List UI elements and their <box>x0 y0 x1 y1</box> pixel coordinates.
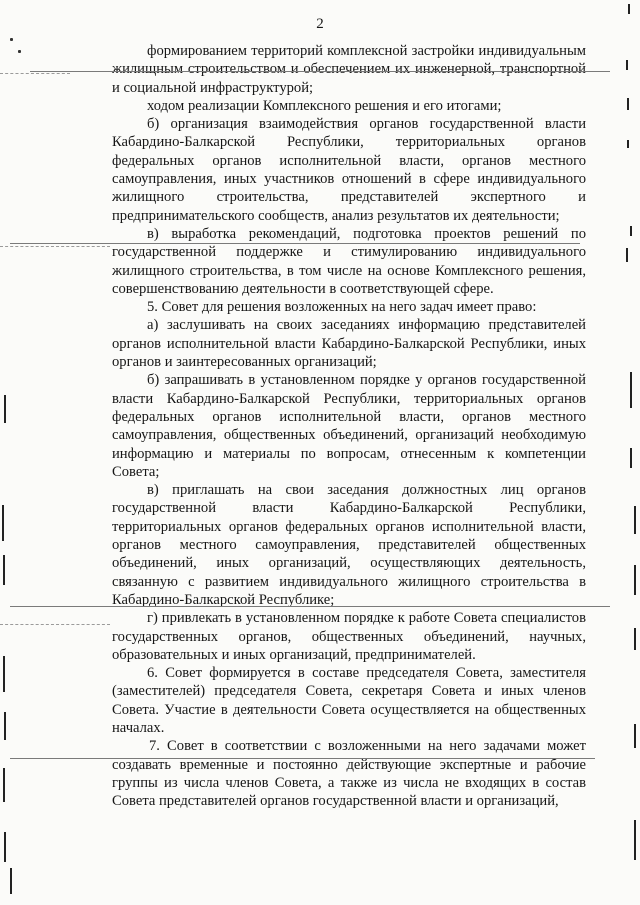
margin-mark <box>10 868 12 894</box>
paragraph-right-a: а) заслушивать на своих заседаниях информацию представителей органов исполнительной власти Кабардино-Балкарской Республики, иных органов и заинтересованных организаций; <box>112 317 586 371</box>
scan-dashed-line <box>0 246 110 247</box>
paragraph-right-b: б) запрашивать в установленном порядке у органов государственной власти Кабардино-Балкарской Республики, территориальных органов федеральных органов исполнительной власти, органов местного самоуправления, общественных объединений, организаций необходимую информацию и материалы по вопросам, отнесенным к компетенции Совета; <box>112 372 586 480</box>
margin-mark <box>627 140 629 148</box>
margin-mark <box>3 768 5 802</box>
paragraph-section-7: 7. Совет в соответствии с возложенными на него задачами может создавать временные и постоянно действующие экспертные и рабочие группы из числа членов Совета, а также из числа не входящих в состав Совета представителей органов государственной власти и организаций, <box>112 738 586 810</box>
margin-mark <box>634 628 636 650</box>
scan-line <box>10 758 595 759</box>
margin-mark <box>2 505 4 541</box>
margin-mark <box>4 832 6 862</box>
margin-mark <box>634 820 636 860</box>
paragraph-right-g: г) привлекать в установленном порядке к работе Совета специалистов государственных органов, общественных объединений, научных, образовательных и иных организаций, предпринимателей. <box>112 610 586 663</box>
margin-mark <box>3 555 5 585</box>
margin-mark <box>634 724 636 748</box>
paragraph-item-v-recommendations: в) выработка рекомендаций, подготовка проектов решений по государственной поддержке и стимулированию индивидуального жилищного строительства, в том числе на основе Комплексного решения, совершенствованию деятельности в соответствующей сфере. <box>112 225 586 297</box>
scan-line <box>30 71 610 72</box>
document-body <box>112 42 586 810</box>
scan-speck <box>18 50 21 53</box>
margin-mark <box>630 448 632 468</box>
paragraph-section-5: 5. Совет для решения возложенных на него задач имеет право: <box>147 299 537 316</box>
paragraph-progress: ходом реализации Комплексного решения и его итогами; <box>147 97 502 114</box>
margin-mark <box>4 395 6 423</box>
paragraph-section-6: 6. Совет формируется в составе председателя Совета, заместителя (заместителей) председателя Совета, секретаря Совета и иных членов Совета. Участие в деятельности Совета осуществляется на общественных началах. <box>112 665 586 736</box>
margin-mark <box>626 248 628 262</box>
margin-mark <box>3 656 5 692</box>
scan-dashed-line <box>0 624 110 625</box>
scan-speck <box>10 38 13 41</box>
paragraph-item-b-organization: б) организация взаимодействия органов государственной власти Кабардино-Балкарской Республики, территориальных органов федеральных органов исполнительной власти, органов местного самоуправления, иных участников отношений в сфере индивидуального жилищного строительства, представителей экспертного и предпринимательского сообществ, анализ результатов их деятельности; <box>112 116 586 224</box>
paragraph-territories: формированием территорий комплексной застройки индивидуальным жилищным строительством и обеспечением их инженерной, транспортной и социальной инфраструктурой; <box>112 43 586 96</box>
margin-mark <box>628 4 630 14</box>
page-number: 2 <box>316 16 324 32</box>
scan-line <box>10 606 610 607</box>
margin-mark <box>630 372 632 408</box>
scan-dashed-line <box>0 73 70 74</box>
margin-mark <box>4 712 6 740</box>
scan-line <box>10 243 580 244</box>
margin-mark <box>627 98 629 110</box>
margin-mark <box>630 226 632 236</box>
margin-mark <box>626 60 628 70</box>
paragraph-right-v: в) приглашать на свои заседания должностных лиц органов государственной власти Кабардино-Балкарской Республики, территориальных органов федеральных органов исполнительной власти, органов местного самоуправления, представителей общественных объединений, иных организаций, осуществляющих деятельность, связанную с развитием индивидуального жилищного строительства в Кабардино-Балкарской Республике; <box>112 482 586 608</box>
margin-mark <box>634 565 636 595</box>
margin-mark <box>634 506 636 534</box>
